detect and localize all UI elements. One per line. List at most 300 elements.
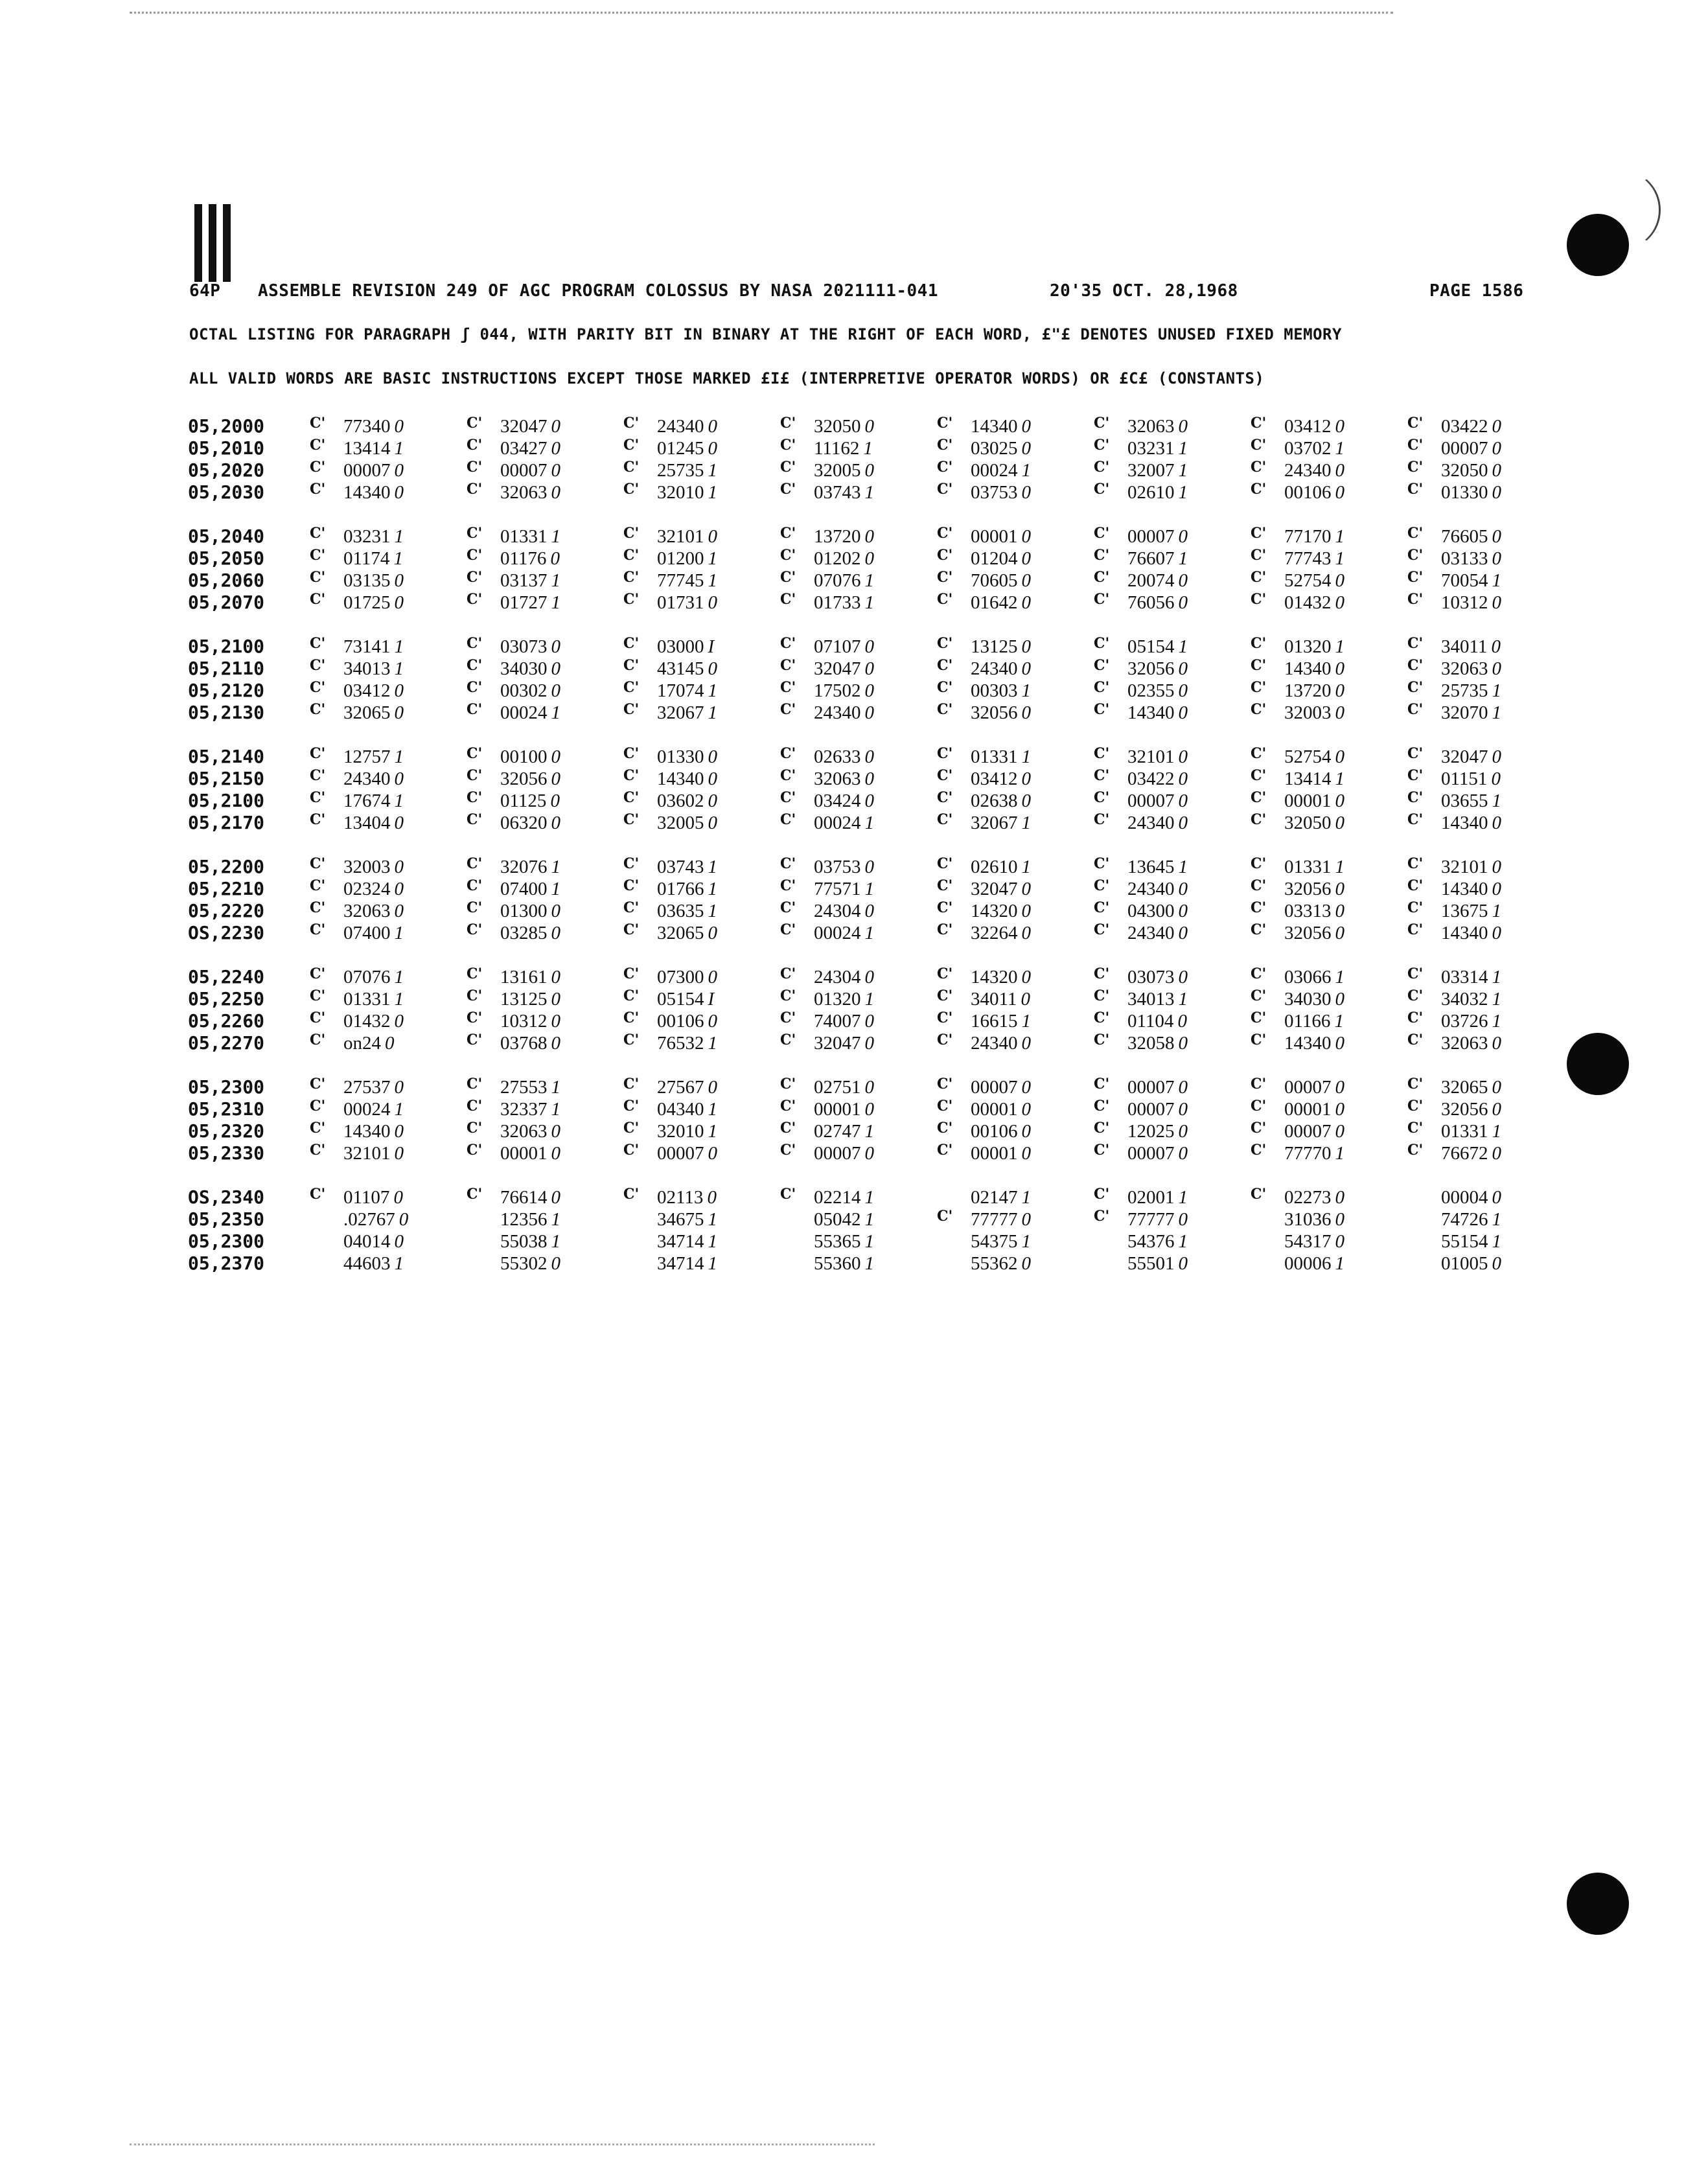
parity-bit: 0 xyxy=(708,768,717,789)
parity-bit: 0 xyxy=(551,746,560,767)
octal-word: 52754 xyxy=(1284,570,1332,591)
constant-flag: C' xyxy=(623,437,640,454)
octal-word: 01432 xyxy=(1284,592,1332,613)
parity-bit: 0 xyxy=(551,416,560,437)
parity-bit: 0 xyxy=(1021,1077,1031,1098)
constant-flag: C' xyxy=(937,789,953,806)
memory-word-cell xyxy=(623,459,780,481)
constant-flag: C' xyxy=(1407,1010,1424,1026)
memory-word-cell xyxy=(1094,900,1251,922)
constant-flag: C' xyxy=(623,921,640,938)
memory-word-cell xyxy=(937,592,1094,614)
octal-word: 00007 xyxy=(971,1077,1018,1098)
memory-word-cell xyxy=(310,768,467,790)
memory-word-cell xyxy=(467,812,623,834)
parity-bit: 0 xyxy=(1021,548,1031,569)
octal-word: 03702 xyxy=(1284,438,1332,459)
memory-word-cell xyxy=(780,878,937,900)
listing-row xyxy=(188,900,1564,922)
memory-word-cell xyxy=(1407,900,1564,922)
memory-word-cell xyxy=(310,1253,467,1275)
parity-bit: 0 xyxy=(1021,989,1030,1010)
octal-word: 03726 xyxy=(1441,1011,1488,1032)
memory-word-cell xyxy=(623,790,780,812)
octal-word: 00007 xyxy=(657,1143,704,1164)
constant-flag: C' xyxy=(310,789,326,806)
octal-word: 70605 xyxy=(971,570,1018,591)
memory-word-cell xyxy=(780,1142,937,1164)
constant-flag: C' xyxy=(1251,481,1267,498)
parity-bit: 0 xyxy=(551,967,560,987)
memory-word-cell xyxy=(1094,592,1251,614)
parity-bit: 0 xyxy=(1335,1033,1344,1054)
constant-flag: C' xyxy=(1251,877,1267,894)
constant-flag: C' xyxy=(780,459,796,476)
memory-word-cell xyxy=(937,966,1094,988)
parity-bit: 1 xyxy=(708,857,717,877)
octal-word: 14340 xyxy=(1284,1033,1332,1054)
octal-word: 77340 xyxy=(343,416,391,437)
octal-word: 01330 xyxy=(657,746,704,767)
parity-bit: 1 xyxy=(1178,1187,1188,1208)
octal-word: 24340 xyxy=(814,702,861,723)
octal-word: 55038 xyxy=(500,1231,548,1252)
memory-word-cell xyxy=(623,900,780,922)
listing-row xyxy=(188,746,1564,768)
octal-word: 32047 xyxy=(814,658,861,679)
constant-flag: C' xyxy=(310,1186,326,1203)
constant-flag: C' xyxy=(1094,767,1110,784)
octal-word: 76607 xyxy=(1127,548,1175,569)
listing-row xyxy=(188,1098,1564,1120)
octal-word: 03427 xyxy=(500,438,548,459)
parity-bit: 1 xyxy=(1178,460,1188,481)
octal-word: 24340 xyxy=(1127,923,1175,943)
parity-bit: 1 xyxy=(551,1209,560,1230)
constant-flag: C' xyxy=(623,635,640,652)
octal-word: 13404 xyxy=(343,813,391,833)
parity-bit: 1 xyxy=(864,1121,874,1142)
parity-bit: 0 xyxy=(1335,416,1344,437)
constant-flag: C' xyxy=(1407,1032,1424,1048)
constant-flag: C' xyxy=(780,1010,796,1026)
parity-bit: 0 xyxy=(864,1011,874,1032)
memory-word-cell xyxy=(467,680,623,702)
parity-bit: 0 xyxy=(708,746,717,767)
row-address: 05,2240 xyxy=(188,966,265,987)
constant-flag: C' xyxy=(780,1186,796,1203)
constant-flag: C' xyxy=(780,987,796,1004)
memory-word-cell xyxy=(937,702,1094,724)
octal-word: 32101 xyxy=(1127,746,1175,767)
constant-flag: C' xyxy=(623,1142,640,1159)
octal-word: 32058 xyxy=(1127,1033,1175,1054)
parity-bit: 0 xyxy=(1491,768,1501,789)
parity-bit: 1 xyxy=(864,1253,874,1274)
memory-word-cell xyxy=(467,746,623,768)
octal-word: 00303 xyxy=(971,680,1018,701)
memory-word-cell xyxy=(1407,570,1564,592)
memory-word-cell xyxy=(467,1142,623,1164)
parity-bit: 0 xyxy=(864,1033,874,1054)
listing-row xyxy=(188,1230,1564,1253)
octal-word: 13125 xyxy=(971,636,1018,657)
octal-word: 55365 xyxy=(814,1231,861,1252)
parity-bit: 0 xyxy=(1335,460,1344,481)
listing-row xyxy=(188,636,1564,658)
parity-bit: 1 xyxy=(864,879,874,899)
octal-word: 32063 xyxy=(1441,658,1488,679)
listing-row xyxy=(188,415,1564,437)
octal-word: 77571 xyxy=(814,879,861,899)
memory-word-cell xyxy=(1094,746,1251,768)
parity-bit: 1 xyxy=(1021,680,1031,701)
parity-bit: 0 xyxy=(1492,438,1501,459)
memory-word-cell xyxy=(1251,1230,1407,1253)
punch-hole-middle xyxy=(1567,1033,1629,1095)
memory-word-cell xyxy=(937,1186,1094,1208)
constant-flag: C' xyxy=(937,701,953,718)
memory-word-cell xyxy=(467,900,623,922)
parity-bit: 1 xyxy=(708,680,717,701)
constant-flag: C' xyxy=(1407,415,1424,432)
constant-flag: C' xyxy=(623,1120,640,1137)
constant-flag: C' xyxy=(937,635,953,652)
memory-word-cell xyxy=(623,1076,780,1098)
octal-word: 14340 xyxy=(1284,658,1332,679)
memory-word-cell xyxy=(1407,548,1564,570)
memory-word-cell xyxy=(1407,636,1564,658)
constant-flag: C' xyxy=(937,965,953,982)
octal-word: 14340 xyxy=(1441,923,1488,943)
constant-flag: C' xyxy=(1407,591,1424,608)
constant-flag: C' xyxy=(937,855,953,872)
constant-flag: C' xyxy=(1251,701,1267,718)
constant-flag: C' xyxy=(467,459,483,476)
constant-flag: C' xyxy=(1094,481,1110,498)
octal-word: 32065 xyxy=(343,702,391,723)
constant-flag: C' xyxy=(1251,635,1267,652)
octal-word: 77745 xyxy=(657,570,704,591)
parity-bit: 0 xyxy=(551,658,560,679)
parity-bit: 0 xyxy=(864,901,874,921)
octal-listing-table xyxy=(188,415,1564,1275)
constant-flag: C' xyxy=(937,767,953,784)
octal-word: 00024 xyxy=(814,813,861,833)
memory-word-cell xyxy=(1094,570,1251,592)
constant-flag: C' xyxy=(467,811,483,828)
memory-word-cell xyxy=(1407,1032,1564,1054)
constant-flag: C' xyxy=(623,745,640,762)
constant-flag: C' xyxy=(1094,1120,1110,1137)
row-address: 05,2020 xyxy=(188,459,265,481)
octal-word: 01202 xyxy=(814,548,861,569)
parity-bit: 0 xyxy=(1021,592,1031,613)
parity-bit: 1 xyxy=(1335,967,1344,987)
octal-word: 32003 xyxy=(343,857,391,877)
constant-flag: C' xyxy=(780,877,796,894)
constant-flag: C' xyxy=(780,591,796,608)
memory-word-cell xyxy=(623,1253,780,1275)
memory-word-cell xyxy=(937,922,1094,944)
parity-bit: 0 xyxy=(551,1143,560,1164)
memory-word-cell xyxy=(467,878,623,900)
memory-word-cell xyxy=(780,900,937,922)
parity-bit: 1 xyxy=(1335,857,1344,877)
memory-word-cell xyxy=(780,548,937,570)
memory-word-cell xyxy=(310,1076,467,1098)
parity-bit: 1 xyxy=(708,1231,717,1252)
constant-flag: C' xyxy=(1407,1120,1424,1137)
constant-flag: C' xyxy=(1407,1076,1424,1092)
parity-bit: 0 xyxy=(1335,570,1344,591)
constant-flag: C' xyxy=(1094,811,1110,828)
memory-word-cell xyxy=(1407,415,1564,437)
parity-bit: 0 xyxy=(394,857,404,877)
parity-bit: 1 xyxy=(1021,1187,1031,1208)
constant-flag: C' xyxy=(1251,1010,1267,1026)
constant-flag: C' xyxy=(1251,1076,1267,1092)
constant-flag: C' xyxy=(467,789,483,806)
octal-word: 07107 xyxy=(814,636,861,657)
parity-bit: 0 xyxy=(393,1187,403,1208)
parity-bit: 0 xyxy=(1178,416,1188,437)
listing-row xyxy=(188,570,1564,592)
constant-flag: C' xyxy=(623,1032,640,1048)
parity-bit: 0 xyxy=(1021,923,1031,943)
parity-bit: 0 xyxy=(1335,1209,1344,1230)
memory-word-cell xyxy=(1094,459,1251,481)
octal-word: 27537 xyxy=(343,1077,391,1098)
memory-word-cell xyxy=(623,746,780,768)
memory-word-cell xyxy=(1407,592,1564,614)
octal-word: 00106 xyxy=(971,1121,1018,1142)
octal-word: 01151 xyxy=(1441,768,1488,789)
registration-bars xyxy=(194,204,235,282)
octal-word: 76605 xyxy=(1441,526,1488,547)
parity-bit: 0 xyxy=(708,813,717,833)
parity-bit: 1 xyxy=(394,989,404,1010)
memory-word-cell xyxy=(937,658,1094,680)
memory-word-cell xyxy=(1251,1142,1407,1164)
memory-word-cell xyxy=(1407,1208,1564,1230)
memory-word-cell xyxy=(310,459,467,481)
octal-word: 27553 xyxy=(500,1077,548,1098)
constant-flag: C' xyxy=(1094,547,1110,564)
octal-word: 77777 xyxy=(971,1209,1018,1230)
octal-word: 25735 xyxy=(657,460,704,481)
octal-word: 00007 xyxy=(343,460,391,481)
parity-bit: 0 xyxy=(1021,1033,1031,1054)
constant-flag: C' xyxy=(1094,877,1110,894)
octal-word: 24304 xyxy=(814,901,861,921)
memory-word-cell xyxy=(937,812,1094,834)
octal-word: 13161 xyxy=(500,967,548,987)
memory-word-cell xyxy=(467,636,623,658)
constant-flag: C' xyxy=(623,701,640,718)
memory-word-cell xyxy=(937,790,1094,812)
listing-row xyxy=(188,1208,1564,1230)
parity-bit: 0 xyxy=(1492,658,1501,679)
memory-word-cell xyxy=(623,1098,780,1120)
constant-flag: C' xyxy=(1251,811,1267,828)
octal-word: 13720 xyxy=(814,526,861,547)
memory-word-cell xyxy=(1094,548,1251,570)
parity-bit: 0 xyxy=(1021,570,1031,591)
row-address: 05,2130 xyxy=(188,702,265,723)
parity-bit: 0 xyxy=(1178,967,1188,987)
parity-bit: 1 xyxy=(708,1253,717,1274)
octal-word: 02113 xyxy=(657,1187,704,1208)
parity-bit: 1 xyxy=(1492,1209,1501,1230)
memory-word-cell xyxy=(467,1230,623,1253)
constant-flag: C' xyxy=(467,767,483,784)
constant-flag: C' xyxy=(1094,415,1110,432)
parity-bit: 0 xyxy=(1178,680,1188,701)
octal-word: 03655 xyxy=(1441,791,1488,811)
memory-word-cell xyxy=(1251,1098,1407,1120)
constant-flag: C' xyxy=(1094,591,1110,608)
memory-word-cell xyxy=(937,570,1094,592)
memory-word-cell xyxy=(1251,1120,1407,1142)
memory-word-cell xyxy=(1251,900,1407,922)
constant-flag: C' xyxy=(310,811,326,828)
memory-word-cell xyxy=(1251,746,1407,768)
memory-word-cell xyxy=(467,658,623,680)
memory-word-cell xyxy=(467,1010,623,1032)
constant-flag: C' xyxy=(310,855,326,872)
parity-bit: 0 xyxy=(1021,416,1031,437)
memory-word-cell xyxy=(937,459,1094,481)
constant-flag: C' xyxy=(310,569,326,586)
listing-row xyxy=(188,658,1564,680)
parity-bit: 0 xyxy=(1492,857,1501,877)
parity-bit: 0 xyxy=(708,791,717,811)
parity-bit: 0 xyxy=(1021,526,1031,547)
listing-row xyxy=(188,437,1564,459)
parity-bit: 0 xyxy=(1178,658,1188,679)
constant-flag: C' xyxy=(937,591,953,608)
memory-word-cell xyxy=(310,592,467,614)
parity-bit: 0 xyxy=(551,482,560,503)
parity-bit: 1 xyxy=(708,548,717,569)
parity-bit: 0 xyxy=(1177,1011,1187,1032)
parity-bit: 0 xyxy=(1492,923,1501,943)
memory-word-cell xyxy=(1251,1032,1407,1054)
parity-bit: 1 xyxy=(1334,1011,1344,1032)
constant-flag: C' xyxy=(937,1208,953,1225)
octal-word: 04014 xyxy=(343,1231,391,1252)
octal-word: 01176 xyxy=(500,548,547,569)
listing-row xyxy=(188,878,1564,900)
octal-word: 43145 xyxy=(657,658,704,679)
constant-flag: C' xyxy=(1407,987,1424,1004)
parity-bit: 0 xyxy=(708,526,717,547)
listing-row xyxy=(188,768,1564,790)
octal-word: 05154 xyxy=(1127,636,1175,657)
constant-flag: C' xyxy=(467,481,483,498)
constant-flag: C' xyxy=(780,701,796,718)
octal-word: 34032 xyxy=(1441,989,1488,1010)
octal-word: 05042 xyxy=(814,1209,861,1230)
octal-word: 74007 xyxy=(814,1011,861,1032)
constant-flag: C' xyxy=(780,569,796,586)
constant-flag: C' xyxy=(1094,899,1110,916)
parity-bit: 0 xyxy=(551,1187,560,1208)
row-address: 05,2370 xyxy=(188,1253,265,1274)
constant-flag: C' xyxy=(310,679,326,696)
constant-flag: C' xyxy=(467,1010,483,1026)
memory-word-cell xyxy=(937,481,1094,503)
octal-word: 03743 xyxy=(814,482,861,503)
parity-bit: 1 xyxy=(864,813,874,833)
octal-word: 32063 xyxy=(1441,1033,1488,1054)
constant-flag: C' xyxy=(780,1076,796,1092)
constant-flag: C' xyxy=(937,745,953,762)
memory-word-cell xyxy=(310,415,467,437)
parity-bit: 0 xyxy=(1335,791,1344,811)
parity-bit: 0 xyxy=(864,967,874,987)
parity-bit: 1 xyxy=(551,857,560,877)
parity-bit: 1 xyxy=(393,548,403,569)
parity-bit: 0 xyxy=(1492,482,1501,503)
constant-flag: C' xyxy=(623,1186,640,1203)
parity-bit: 0 xyxy=(864,636,874,657)
constant-flag: C' xyxy=(937,525,953,542)
parity-bit: 0 xyxy=(550,791,560,811)
memory-word-cell xyxy=(1407,790,1564,812)
octal-word: 03412 xyxy=(343,680,391,701)
memory-word-cell xyxy=(623,878,780,900)
constant-flag: C' xyxy=(310,987,326,1004)
octal-word: 00007 xyxy=(1127,1077,1175,1098)
row-address: 05,2030 xyxy=(188,481,265,503)
constant-flag: C' xyxy=(310,481,326,498)
memory-word-cell xyxy=(310,746,467,768)
memory-word-cell xyxy=(1094,658,1251,680)
memory-word-cell xyxy=(1094,702,1251,724)
memory-word-cell xyxy=(1407,1010,1564,1032)
parity-bit: 1 xyxy=(1021,813,1031,833)
parity-bit: 1 xyxy=(394,636,404,657)
scan-noise-bottom xyxy=(130,2143,875,2145)
octal-word: 17502 xyxy=(814,680,861,701)
parity-bit: 0 xyxy=(1335,746,1344,767)
memory-word-cell xyxy=(623,966,780,988)
octal-word: 32056 xyxy=(1127,658,1175,679)
parity-bit: 0 xyxy=(1178,1121,1188,1142)
parity-bit: 0 xyxy=(1492,1253,1501,1274)
octal-word: 32264 xyxy=(971,923,1018,943)
octal-word: 32003 xyxy=(1284,702,1332,723)
parity-bit: 0 xyxy=(551,636,560,657)
memory-word-cell xyxy=(1407,812,1564,834)
constant-flag: C' xyxy=(1407,921,1424,938)
octal-word: 73141 xyxy=(343,636,391,657)
constant-flag: C' xyxy=(1094,657,1110,674)
constant-flag: C' xyxy=(1407,789,1424,806)
octal-word: 32056 xyxy=(971,702,1018,723)
memory-word-cell xyxy=(937,1076,1094,1098)
constant-flag: C' xyxy=(623,987,640,1004)
memory-word-cell xyxy=(780,1032,937,1054)
memory-word-cell xyxy=(780,1253,937,1275)
memory-word-cell xyxy=(1094,437,1251,459)
octal-word: 24340 xyxy=(343,768,391,789)
listing-row xyxy=(188,592,1564,614)
octal-word: 25735 xyxy=(1441,680,1488,701)
constant-flag: C' xyxy=(1251,1142,1267,1159)
